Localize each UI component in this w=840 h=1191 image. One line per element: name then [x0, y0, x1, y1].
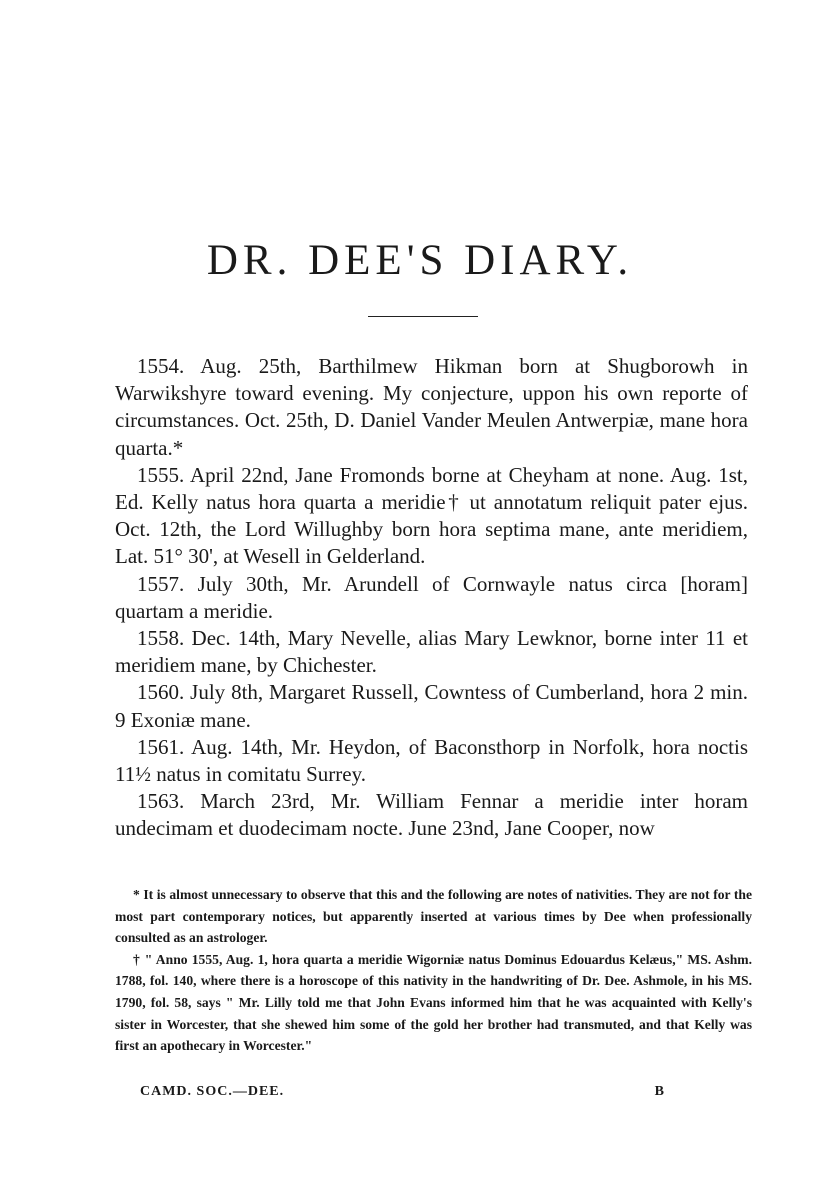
diary-entry-1554: 1554. Aug. 25th, Barthilmew Hikman born at Shugborowh in Warwikshyre toward evening. My conjecture, uppon his own reporte of circumstances. Oct. 25th, D. Daniel Vander Meulen Antwerpiæ, mane hora quarta.*	[115, 354, 748, 460]
footnote-asterisk: * It is almost unnecessary to observe that this and the following are notes of nativities. They are not for the most part contemporary notices, but apparently inserted at various times by Dee when professionally consulted as an astrologer.	[115, 887, 752, 946]
diary-body	[115, 353, 748, 843]
diary-entry-1560: 1560. July 8th, Margaret Russell, Cowntess of Cumberland, hora 2 min. 9 Exoniæ mane.	[115, 680, 748, 732]
diary-entry-1563: 1563. March 23rd, Mr. William Fennar a meridie inter horam undecimam et duodecimam nocte. June 23nd, Jane Cooper, now	[115, 789, 748, 841]
society-signature: CAMD. SOC.—DEE.	[140, 1084, 285, 1099]
page-title: DR. DEE'S DIARY.	[206, 237, 634, 284]
gathering-signature-mark: B	[654, 1084, 665, 1099]
diary-entry-1561: 1561. Aug. 14th, Mr. Heydon, of Baconsthorp in Norfolk, hora noctis 11½ natus in comitatu Surrey.	[115, 734, 748, 787]
title-rule	[368, 316, 478, 317]
diary-entry-1555: 1555. April 22nd, Jane Fromonds borne at Cheyham at none. Aug. 1st, Ed. Kelly natus hora quarta a meridie† ut annotatum reliquit pater ejus. Oct. 12th, the Lord Willughby born hora septima mane, ante meridiem, Lat. 51° 30', at Wesell in Gelderland.	[115, 462, 748, 569]
footnotes	[115, 884, 752, 1057]
diary-entry-1557: 1557. July 30th, Mr. Arundell of Cornwayle natus circa [horam] quartam a meridie.	[115, 571, 748, 623]
diary-entry-1558: 1558. Dec. 14th, Mary Nevelle, alias Mary Lewknor, borne inter 11 et meridiem mane, by Chichester.	[115, 626, 748, 678]
footnote-dagger: † " Anno 1555, Aug. 1, hora quarta a meridie Wigorniæ natus Dominus Edouardus Kelæus," MS. Ashm. 1788, fol. 140, where there is a horoscope of this nativity in the handwriting of Dr. Dee. Ashmole, in his MS. 1790, fol. 58, says " Mr. Lilly told me that John Evans informed him that he was acquainted with Kelly's sister in Worcester, that she shewed him some of the gold her brother had transmuted, and that Kelly was first an apothecary in Worcester."	[115, 951, 752, 1054]
